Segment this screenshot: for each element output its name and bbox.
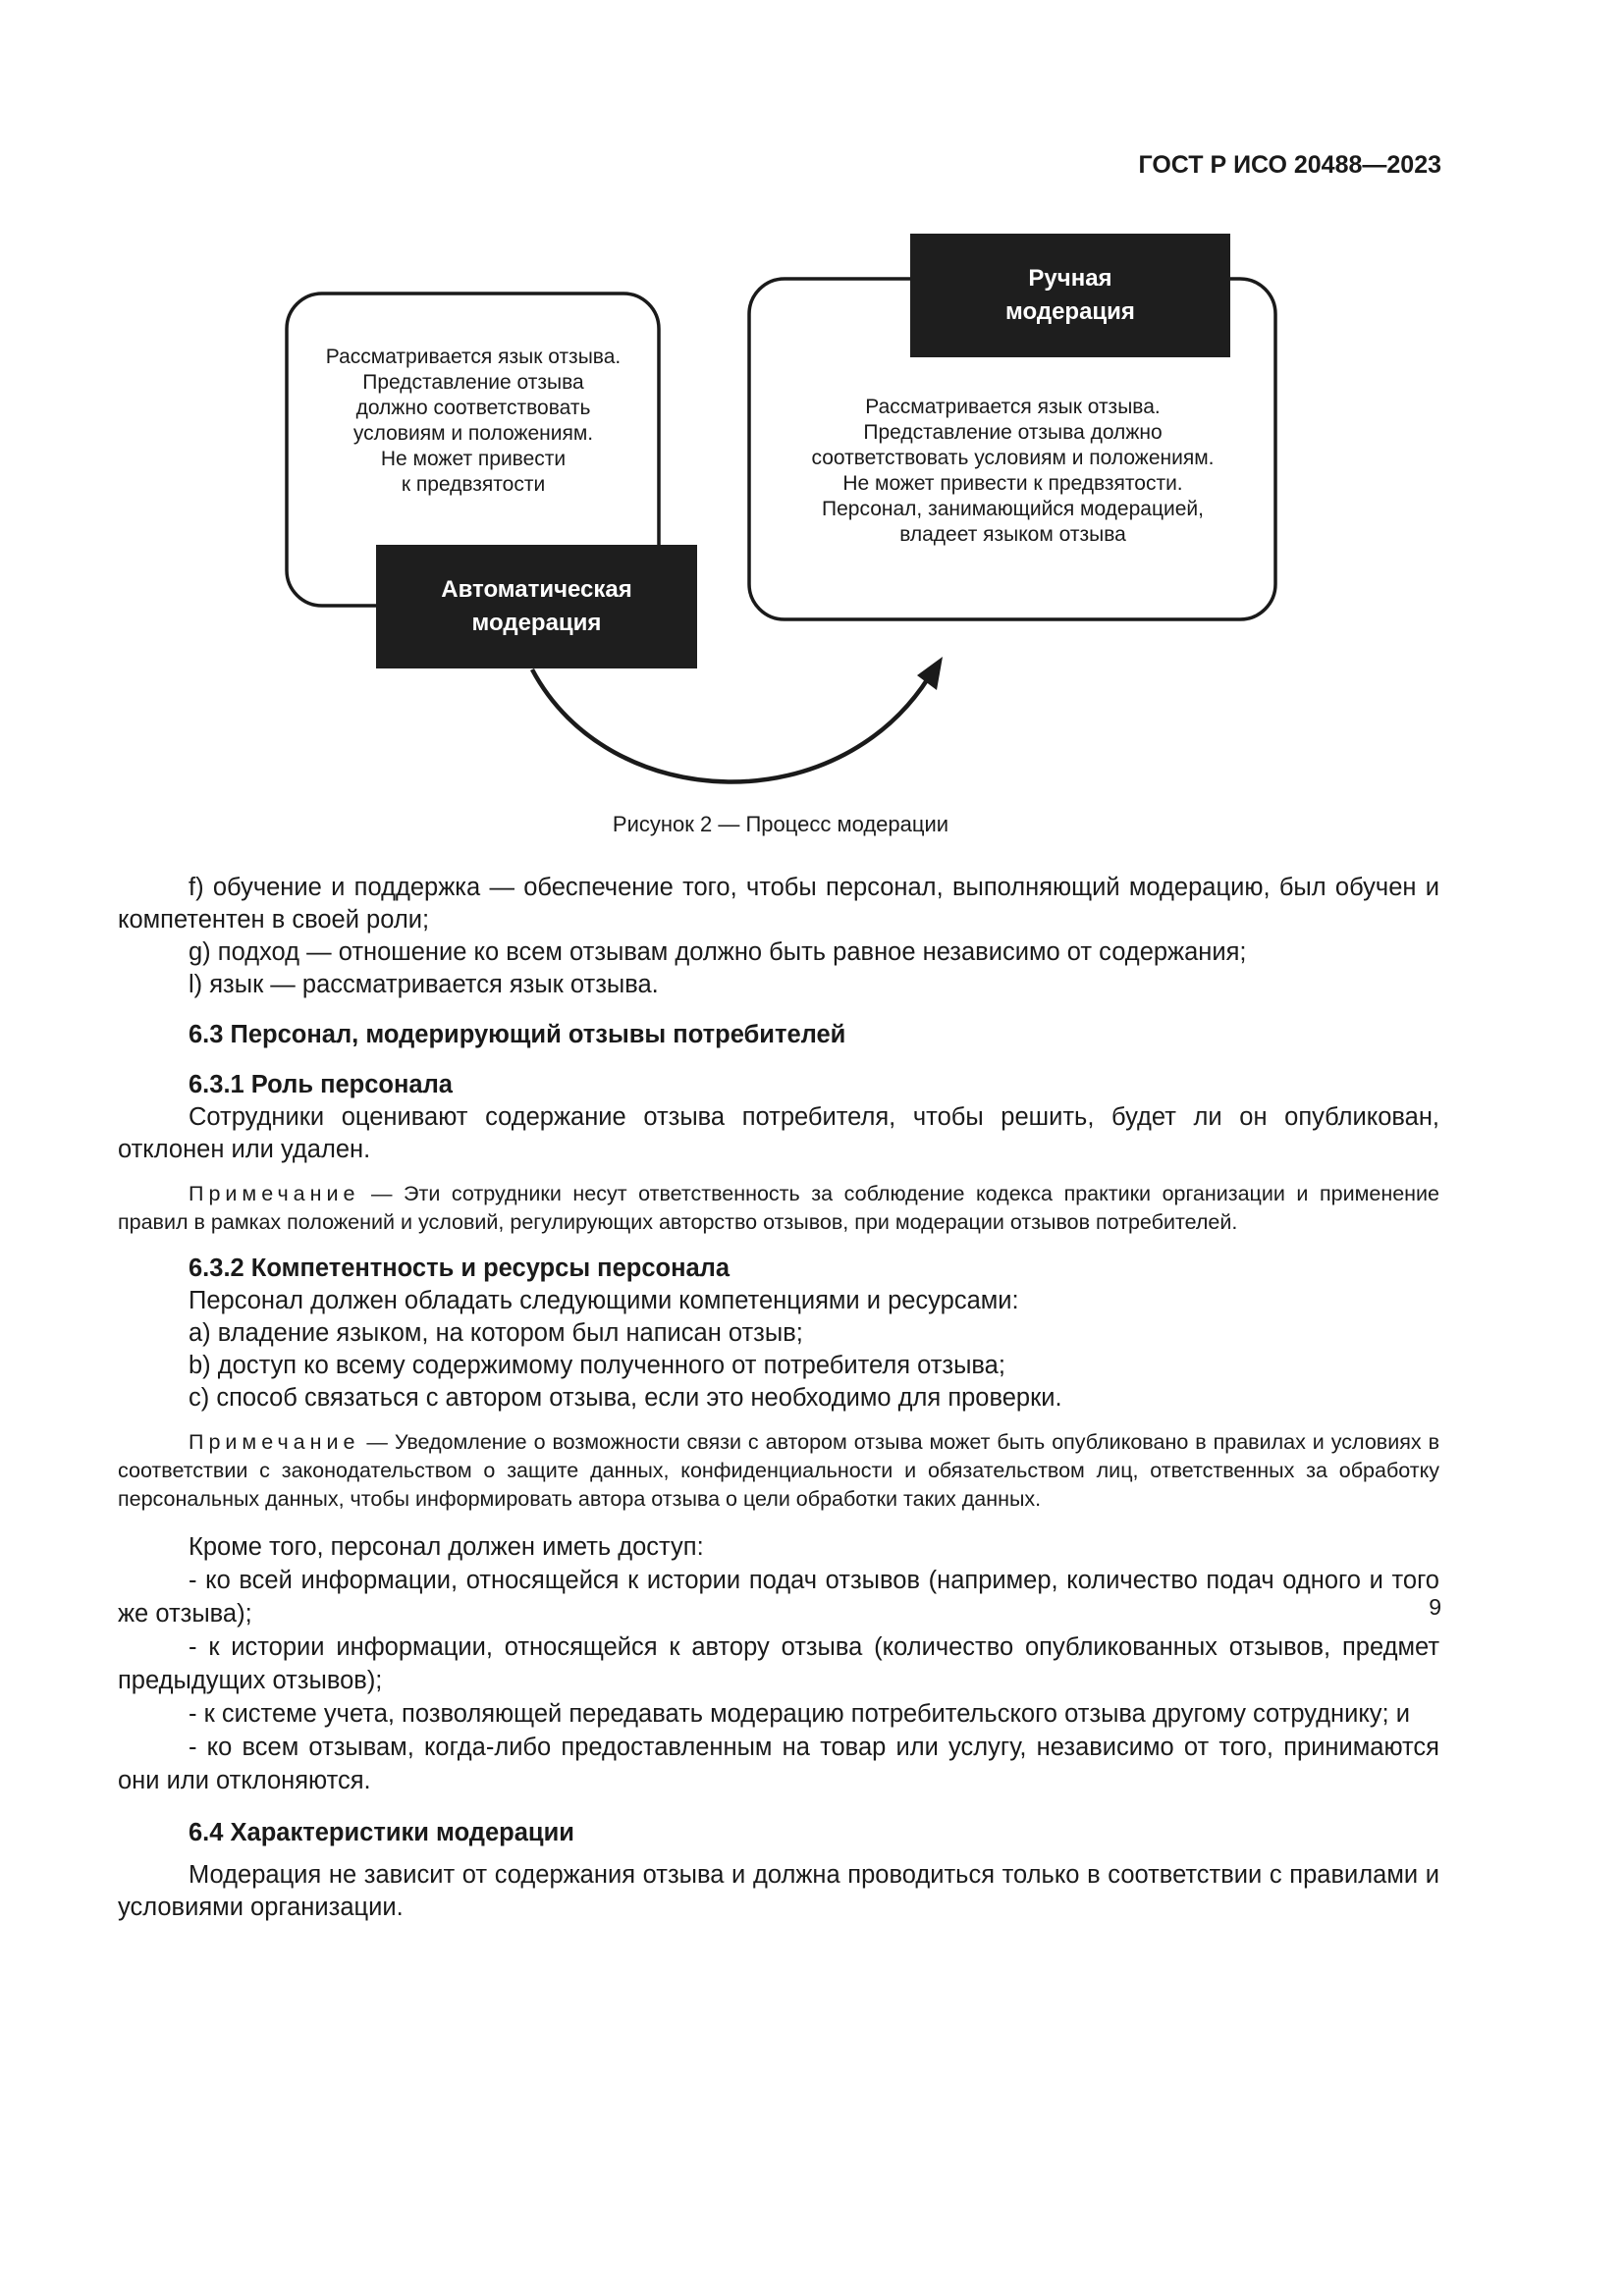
- dash-item-1: - ко всей информации, относящейся к истории подач отзывов (например, количество подач одного и того же отзыва);: [118, 1567, 1439, 1628]
- list-item-g: g) подход — отношение ко всем отзывам должно быть равное независимо от содержания;: [189, 938, 1247, 966]
- automatic-moderation-label: Автоматическая модерация: [376, 545, 697, 668]
- figure-caption: Рисунок 2 — Процесс модерации: [612, 812, 949, 836]
- paragraph-6-3-2: Персонал должен обладать следующими компетенциями и ресурсами:: [189, 1287, 1019, 1314]
- dash-item-2: - к истории информации, относящейся к автору отзыва (количество опубликованных отзывов, предмет предыдущих отзывов);: [118, 1633, 1439, 1694]
- note-text: — Эти сотрудники несут ответственность за соблюдение кодекса практики организации и применение правил в рамках положений и условий, регулирующих авторство отзывов, при модерации отзывов потребителей.: [118, 1182, 1439, 1234]
- note-1: [118, 1180, 1439, 1237]
- document-body: [118, 872, 1439, 1924]
- process-arrow: [532, 667, 935, 782]
- list-item-a: a) владение языком, на котором был написан отзыв;: [189, 1319, 803, 1347]
- heading-6-3-1: 6.3.1 Роль персонала: [189, 1071, 453, 1098]
- list-item-b: b) доступ ко всему содержимому полученного от потребителя отзыва;: [189, 1352, 1005, 1379]
- note-text: — Уведомление о возможности связи с автором отзыва может быть опубликовано в правилах и условиях в соответствии с законодательством о защите данных, конфиденциальности и обязательством лиц, ответственных за обработку персональных данных, чтобы информировать автора отзыва о цели обработки таких данных.: [118, 1430, 1439, 1511]
- automatic-box-text: Рассматривается язык отзыва. Представление отзыва должно соответствовать условиям и положениям. Не может привести к предвзятости: [325, 346, 622, 496]
- list-item-c: c) способ связаться с автором отзыва, если это необходимо для проверки.: [189, 1384, 1062, 1412]
- page-number: 9: [1429, 1594, 1441, 1620]
- moderation-process-figure: [0, 0, 1624, 815]
- heading-6-4: 6.4 Характеристики модерации: [189, 1819, 574, 1846]
- paragraph-6-3-1: Сотрудники оценивают содержание отзыва потребителя, чтобы решить, будет ли он опубликован, отклонен или удален.: [118, 1103, 1439, 1163]
- dash-item-4: - ко всем отзывам, когда-либо предоставленным на товар или услугу, независимо от того, принимаются они или отклоняются.: [118, 1734, 1439, 1794]
- heading-6-3: 6.3 Персонал, модерирующий отзывы потребителей: [189, 1021, 846, 1048]
- list-item-l: l) язык — рассматривается язык отзыва.: [189, 971, 659, 998]
- heading-6-3-2: 6.3.2 Компетентность и ресурсы персонала: [189, 1255, 731, 1282]
- list-item-f: f) обучение и поддержка — обеспечение того, чтобы персонал, выполняющий модерацию, был обучен и компетентен в своей роли;: [118, 874, 1439, 934]
- manual-box-text: Рассматривается язык отзыва. Представление отзыва должно соответствовать условиям и положениям. Не может привести к предвзятости. Персонал, занимающийся модерацией, владеет языком отзыва: [811, 396, 1215, 546]
- dash-item-3: - к системе учета, позволяющей передавать модерацию потребительского отзыва другому сотруднику; и: [189, 1700, 1410, 1728]
- note-label: Примечание: [189, 1182, 360, 1205]
- document-code: ГОСТ Р ИСО 20488—2023: [1138, 151, 1441, 179]
- paragraph-6-4: Модерация не зависит от содержания отзыва и должна проводиться только в соответствии с правилами и условиями организации.: [118, 1861, 1439, 1921]
- paragraph-access: Кроме того, персонал должен иметь доступ:: [189, 1533, 704, 1561]
- note-2: [118, 1428, 1439, 1514]
- note-label: Примечание: [189, 1430, 360, 1454]
- manual-moderation-label: Ручная модерация: [910, 234, 1230, 357]
